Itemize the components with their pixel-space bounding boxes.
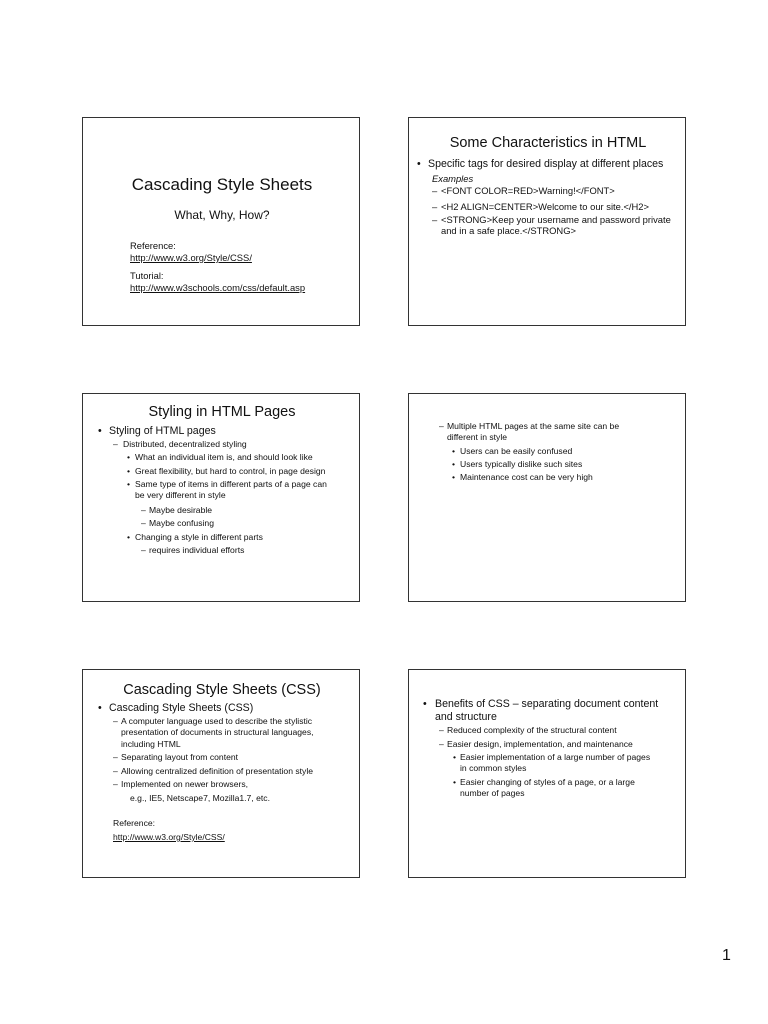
examples-label: Examples xyxy=(432,173,474,184)
bullet-marker: • xyxy=(417,158,421,170)
page-number: 1 xyxy=(722,947,731,964)
dash-marker: – xyxy=(432,201,438,212)
dash-marker: – xyxy=(439,725,444,735)
bullet-marker: • xyxy=(127,466,131,476)
sub-sub-item-continued: in common styles xyxy=(460,763,527,773)
reference-link[interactable]: http://www.w3.org/Style/CSS/ xyxy=(130,252,252,263)
bullet-marker: • xyxy=(453,752,457,762)
slide-title: Cascading Style Sheets (CSS) xyxy=(123,682,321,698)
dash-marker: – xyxy=(141,505,146,515)
slide-1 xyxy=(82,117,360,326)
bullet-text-continued: and structure xyxy=(435,711,497,723)
dash-marker: – xyxy=(439,739,444,749)
sub-item: Separating layout from content xyxy=(121,752,239,762)
sub-sub-item: Changing a style in different parts xyxy=(135,532,263,542)
bullet-text: Cascading Style Sheets (CSS) xyxy=(109,702,254,714)
dash-marker: – xyxy=(113,716,118,726)
level4-item: requires individual efforts xyxy=(149,545,245,555)
reference-link[interactable]: http://www.w3.org/Style/CSS/ xyxy=(113,832,225,842)
bullet-marker: • xyxy=(452,459,456,469)
sub-sub-item: Users typically dislike such sites xyxy=(460,459,583,469)
sub-item-continued: including HTML xyxy=(121,739,181,749)
sub-item-continued: presentation of documents in structural languages, xyxy=(121,727,314,737)
slide-title: Some Characteristics in HTML xyxy=(449,135,647,151)
tutorial-label: Tutorial: xyxy=(130,270,164,281)
bullet-marker: • xyxy=(127,532,131,542)
reference-label: Reference: xyxy=(130,240,176,251)
slide-title: Cascading Style Sheets xyxy=(131,175,313,194)
sub-sub-item: Maintenance cost can be very high xyxy=(460,472,593,482)
sub-item-continued: different in style xyxy=(447,432,508,442)
bullet-marker: • xyxy=(98,702,102,714)
dash-marker: – xyxy=(113,439,118,449)
sub-item-continued: e.g., IE5, Netscape7, Mozilla1.7, etc. xyxy=(130,793,270,803)
dash-marker: – xyxy=(432,214,438,225)
slide-4 xyxy=(408,393,686,602)
dash-marker: – xyxy=(113,766,118,776)
sub-sub-item: Users can be easily confused xyxy=(460,446,573,456)
bullet-text: Styling of HTML pages xyxy=(109,425,216,437)
level4-item: Maybe desirable xyxy=(149,505,213,515)
slide-3 xyxy=(82,393,360,602)
sub-sub-item-continued: be very different in style xyxy=(135,490,226,500)
sub-sub-item-continued: number of pages xyxy=(460,788,525,798)
slide-5 xyxy=(82,669,360,878)
sub-item: Reduced complexity of the structural content xyxy=(447,725,617,735)
list-item-continued: and in a safe place.</STRONG> xyxy=(441,225,576,236)
dash-marker: – xyxy=(141,545,146,555)
bullet-marker: • xyxy=(127,452,131,462)
dash-marker: – xyxy=(432,185,438,196)
bullet-marker: • xyxy=(423,698,427,710)
list-item: <STRONG>Keep your username and password private xyxy=(441,214,671,225)
dash-marker: – xyxy=(439,421,444,431)
sub-sub-item: Easier implementation of a large number of pages xyxy=(460,752,651,762)
bullet-marker: • xyxy=(452,446,456,456)
slide-6 xyxy=(408,669,686,878)
sub-item: Allowing centralized definition of presentation style xyxy=(121,766,314,776)
slide-subtitle: What, Why, How? xyxy=(174,208,270,222)
sub-item: A computer language used to describe the stylistic xyxy=(121,716,313,726)
sub-sub-item: Easier changing of styles of a page, or a large xyxy=(460,777,635,787)
sub-item: Distributed, decentralized styling xyxy=(123,439,247,449)
tutorial-link[interactable]: http://www.w3schools.com/css/default.asp xyxy=(130,282,306,293)
bullet-marker: • xyxy=(453,777,457,787)
dash-marker: – xyxy=(113,779,118,789)
sub-sub-item: Same type of items in different parts of a page can xyxy=(135,479,327,489)
bullet-text: Benefits of CSS – separating document content xyxy=(435,698,659,710)
sub-item: Easier design, implementation, and maintenance xyxy=(447,739,633,749)
bullet-marker: • xyxy=(98,425,102,437)
reference-label: Reference: xyxy=(113,818,156,828)
sub-sub-item: Great flexibility, but hard to control, in page design xyxy=(135,466,326,476)
bullet-marker: • xyxy=(452,472,456,482)
list-item: <FONT COLOR=RED>Warning!</FONT> xyxy=(441,185,615,196)
dash-marker: – xyxy=(141,518,146,528)
level4-item: Maybe confusing xyxy=(149,518,214,528)
dash-marker: – xyxy=(113,752,118,762)
slide-2 xyxy=(408,117,686,326)
bullet-text: Specific tags for desired display at different places xyxy=(428,158,664,170)
sub-item: Multiple HTML pages at the same site can be xyxy=(447,421,620,431)
sub-sub-item: What an individual item is, and should look like xyxy=(135,452,313,462)
sub-item: Implemented on newer browsers, xyxy=(121,779,249,789)
list-item: <H2 ALIGN=CENTER>Welcome to our site.</H2> xyxy=(441,201,649,212)
bullet-marker: • xyxy=(127,479,131,489)
slide-title: Styling in HTML Pages xyxy=(148,404,296,420)
